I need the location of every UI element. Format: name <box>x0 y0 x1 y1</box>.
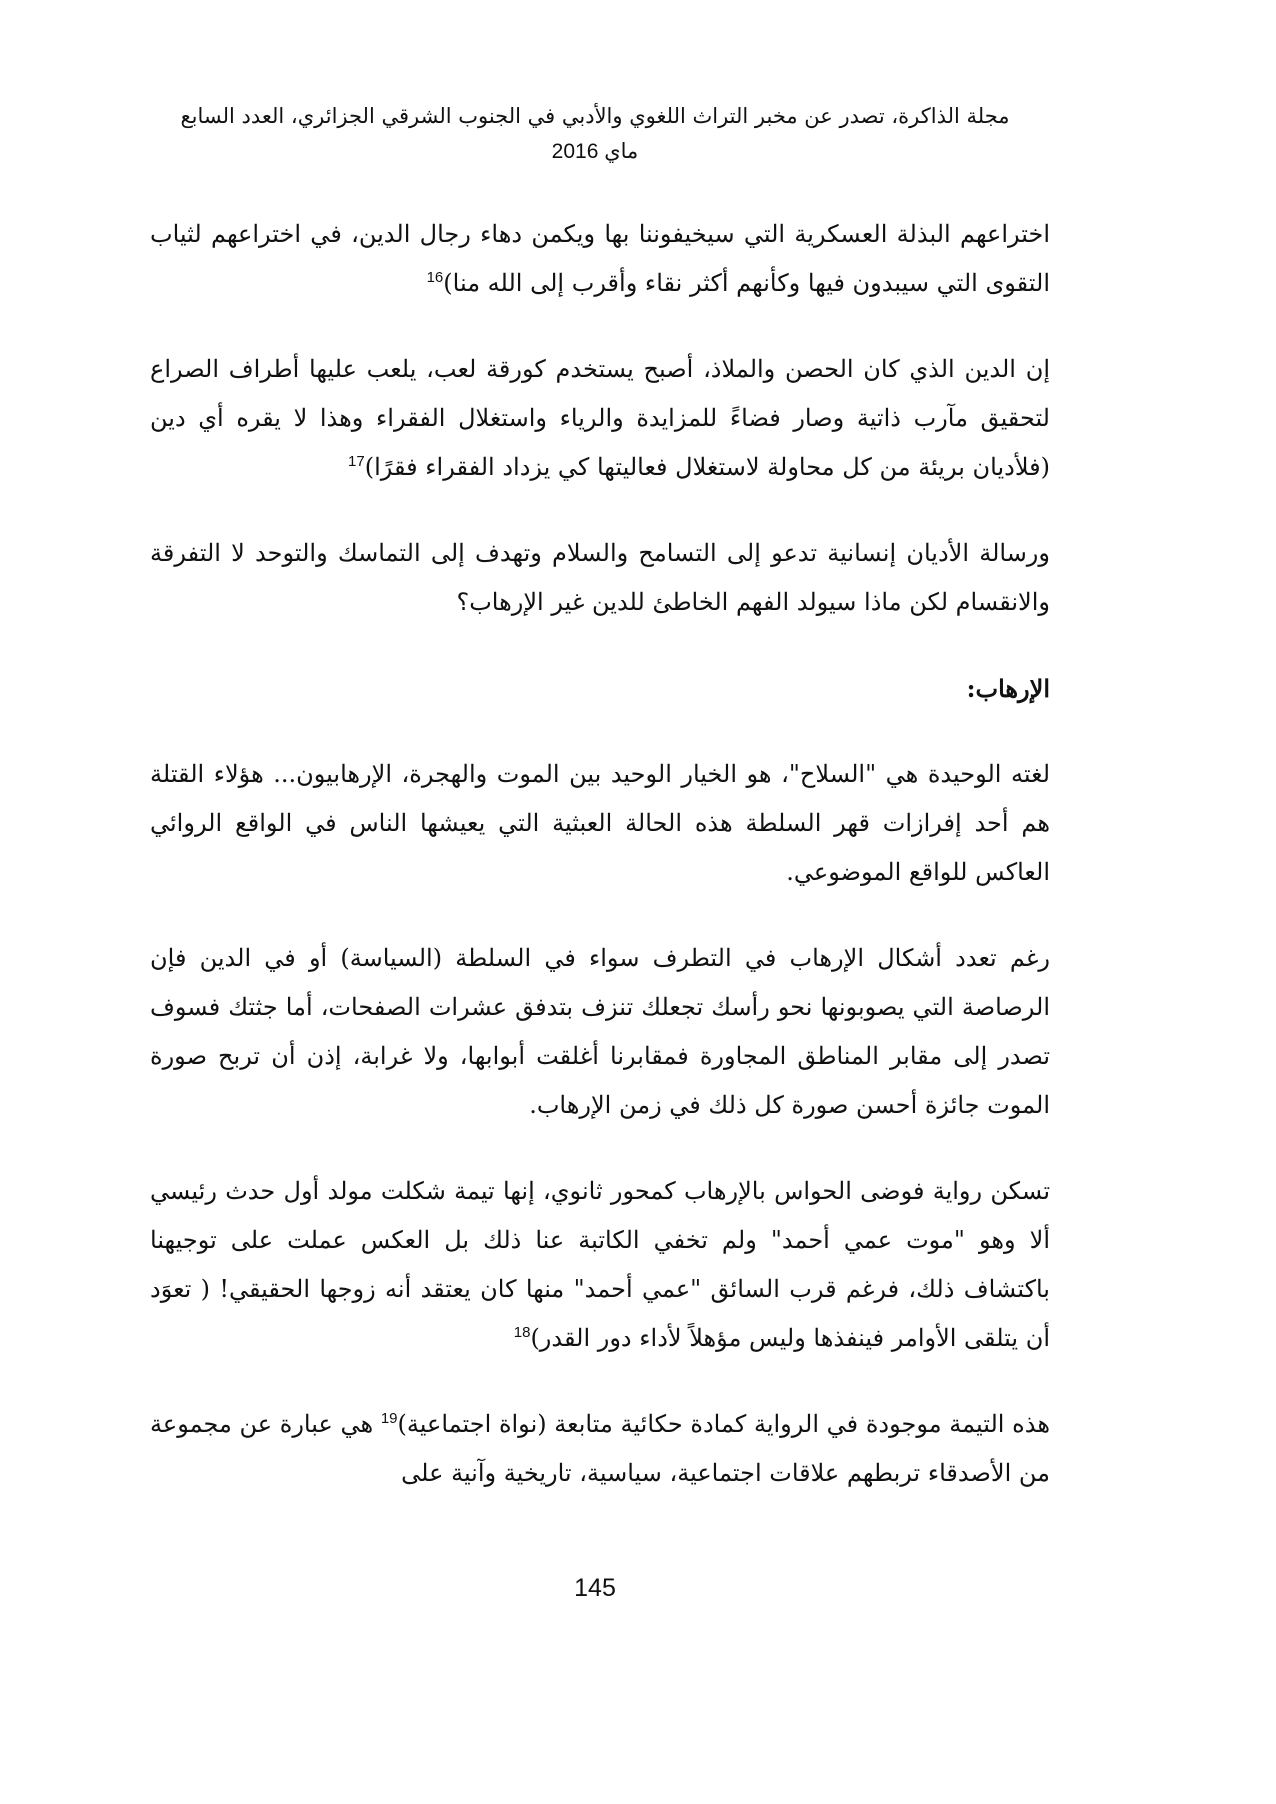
page-number: 145 <box>574 1574 616 1602</box>
article-body <box>150 210 1050 1535</box>
paragraph <box>150 529 1050 627</box>
paragraph-text: تسكن رواية فوضى الحواس بالإرهاب كمحور ثانوي، إنها تيمة شكلت مولد أول حدث رئيسي ألا وهو "موت عمي أحمد" ولم تخفي الكاتبة عنا ذلك بل العكس عملت على توجيهنا باكتشاف ذلك، فرغم قرب السائق "عمي أحمد" منها كان يعتقد أنه زوجها الحقيقي! ( تعوَد أن يتلقى الأوامر فينفذها وليس مؤهلاً لأداء دور القدر) <box>150 1177 1051 1352</box>
footnote-ref: 17 <box>348 453 365 470</box>
paragraph-text: ورسالة الأديان إنسانية تدعو إلى التسامح والسلام وتهدف إلى التماسك والتوحد لا التفرقة والانقسام لكن ماذا سيولد الفهم الخاطئ للدين غير الإرهاب؟ <box>150 539 1050 616</box>
paragraph <box>150 210 1050 308</box>
paragraph <box>150 1400 1050 1498</box>
paragraph-text: اختراعهم البذلة العسكرية التي سيخيفوننا بها ويكمن دهاء رجال الدين، في اختراعهم لثياب التقوى التي سيبدون فيها وكأنهم أكثر نقاء وأقرب إلى الله منا) <box>150 220 1050 297</box>
paragraph <box>150 934 1050 1130</box>
journal-header <box>130 98 1060 170</box>
paragraph <box>150 750 1050 897</box>
section-heading: الإرهاب: <box>966 674 1050 703</box>
paragraph-text: هذه التيمة موجودة في الرواية كمادة حكائية متابعة (نواة اجتماعية) <box>397 1410 1050 1438</box>
footnote-ref: 19 <box>380 1410 398 1427</box>
paragraph-text-continued: هي عبارة عن مجموعة من الأصدقاء تربطهم علاقات اجتماعية، سياسية، تاريخية وآنية على <box>150 1410 1050 1487</box>
paragraph-text: لغته الوحيدة هي "السلاح"، هو الخيار الوحيد بين الموت والهجرة، الإرهابيون... هؤلاء القتلة هم أحد إفرازات قهر السلطة هذه الحالة العبثية التي يعيشها الناس في الواقع الروائي العاكس للواقع الموضوعي. <box>150 760 1050 886</box>
paragraph <box>150 345 1050 492</box>
paragraph-text: رغم تعدد أشكال الإرهاب في التطرف سواء في السلطة (السياسة) أو في الدين فإن الرصاصة التي يصوبونها نحو رأسك تجعلك تنزف بتدفق عشرات الصفحات، أما جثتك فسوف تصدر إلى مقابر المناطق المجاورة فمقابرنا أغلقت أبوابها، ولا غرابة، إذن أن تربح صورة الموت جائزة أحسن صورة كل ذلك في زمن الإرهاب. <box>150 944 1050 1119</box>
footnote-ref: 18 <box>513 1324 531 1341</box>
header-title: مجلة الذاكرة، تصدر عن مخبر التراث اللغوي والأدبي في الجنوب الشرقي الجزائري، العدد السابع <box>180 104 1010 128</box>
paragraph <box>150 1167 1050 1363</box>
footnote-ref: 16 <box>426 269 444 286</box>
paragraph-text: إن الدين الذي كان الحصن والملاذ، أصبح يستخدم كورقة لعب، يلعب عليها أطراف الصراع لتحقيق مآرب ذاتية وصار فضاءً للمزايدة والرياء واستغلال الفقراء وهذا لا يقره أي دين (فلأديان بريئة من كل محاولة لاستغلال فعاليتها كي يزداد الفقراء فقرًا) <box>150 355 1050 481</box>
header-date: ماي 2016 <box>551 140 639 163</box>
